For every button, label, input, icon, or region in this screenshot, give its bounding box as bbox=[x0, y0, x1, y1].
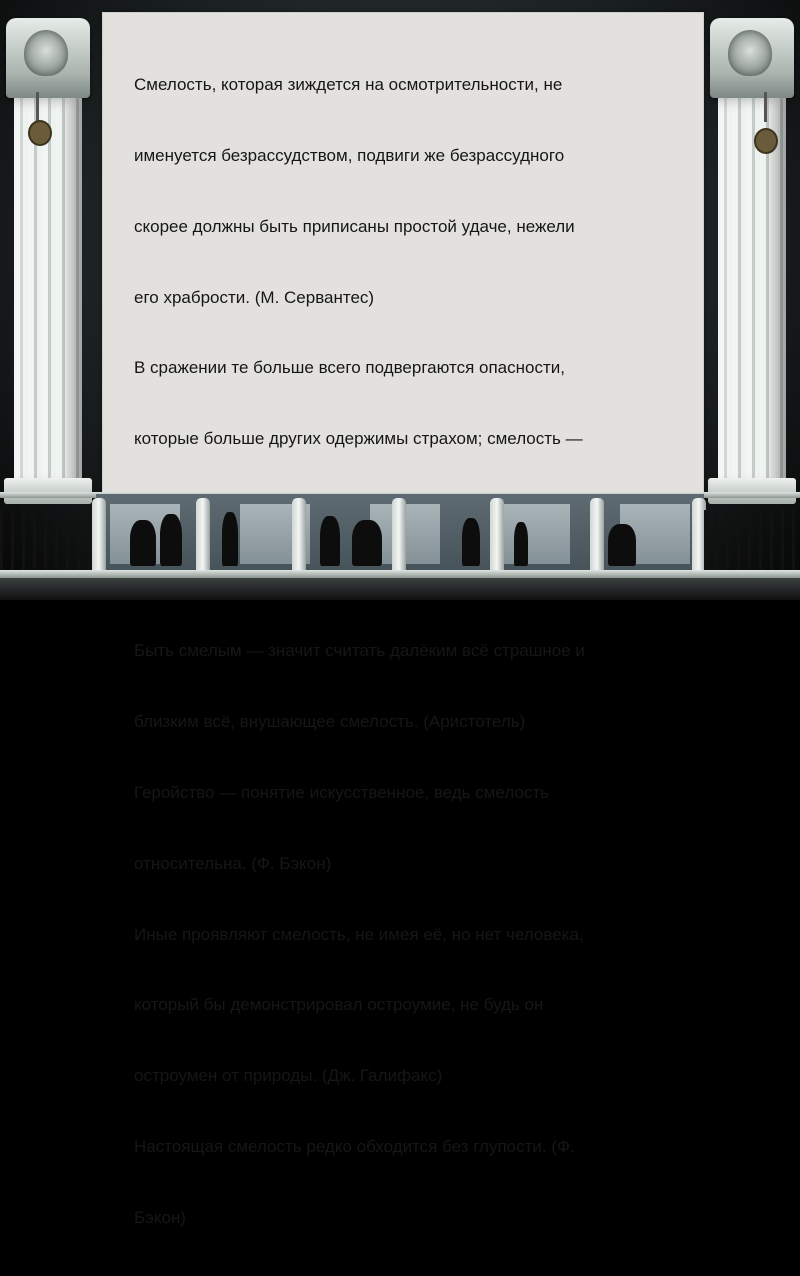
quote-line: Настоящая смелость редко обходится без глупости. (Ф. bbox=[134, 1136, 575, 1156]
quote-line: относительна. (Ф. Бэкон) bbox=[134, 853, 332, 873]
ground bbox=[0, 578, 800, 600]
window-pane bbox=[500, 504, 570, 564]
chain-decoration bbox=[764, 92, 767, 122]
baluster bbox=[392, 498, 406, 580]
quote-line: Бэкон) bbox=[134, 1207, 186, 1227]
silhouette-figure bbox=[514, 522, 528, 566]
quote-line: В сражении те больше всего подвергаются опасности, bbox=[134, 358, 565, 378]
balustrade-bottom-rail bbox=[0, 570, 800, 578]
quote-line: Смелость, которая зиждется на осмотрительности, не bbox=[134, 75, 563, 95]
baluster bbox=[292, 498, 306, 580]
silhouette-figure bbox=[130, 520, 156, 566]
silhouette-figure bbox=[462, 518, 480, 566]
quote-line: который бы демонстрировал остроумие, не будь он bbox=[134, 995, 544, 1015]
silhouette-figure bbox=[160, 514, 182, 566]
quote-line: именуется безрассудством, подвиги же безрассудного bbox=[134, 145, 565, 165]
lion-head-icon bbox=[24, 30, 68, 76]
quote-line: его храбрости. (М. Сервантес) bbox=[134, 287, 375, 307]
left-column-shaft bbox=[14, 98, 82, 488]
quote-line: скорее должны быть приписаны простой удаче, нежели bbox=[134, 216, 575, 236]
quote-line: Быть смелым — значит считать далёким всё страшное и bbox=[134, 641, 585, 661]
silhouette-figure bbox=[608, 524, 636, 566]
ring-ornament-icon bbox=[28, 120, 52, 146]
silhouette-figure bbox=[222, 512, 238, 566]
baluster bbox=[490, 498, 504, 580]
right-column-base bbox=[708, 478, 796, 504]
silhouette-figure bbox=[352, 520, 382, 566]
iron-fence bbox=[704, 510, 800, 572]
chain-decoration bbox=[36, 92, 39, 122]
baluster bbox=[590, 498, 604, 580]
iron-fence bbox=[0, 510, 96, 572]
ring-ornament-icon bbox=[754, 128, 778, 154]
quote-line: которые больше других одержимы страхом; смелость — bbox=[134, 429, 583, 449]
quote-line: Геройство — понятие искусственное, ведь смелость bbox=[134, 783, 550, 802]
quote-line: Иные проявляют смелость, не имея её, но нет человека, bbox=[134, 924, 584, 944]
quote-line: близким всё, внушающее смелость. (Аристотель) bbox=[134, 712, 526, 732]
baluster bbox=[196, 498, 210, 580]
silhouette-figure bbox=[320, 516, 340, 566]
left-column-base bbox=[4, 478, 92, 504]
quotes-text-block bbox=[134, 26, 686, 1276]
quote-line: остроумен от природы. (Дж. Галифакс) bbox=[134, 1066, 443, 1086]
right-column-shaft bbox=[718, 98, 786, 488]
lion-head-icon bbox=[728, 30, 772, 76]
